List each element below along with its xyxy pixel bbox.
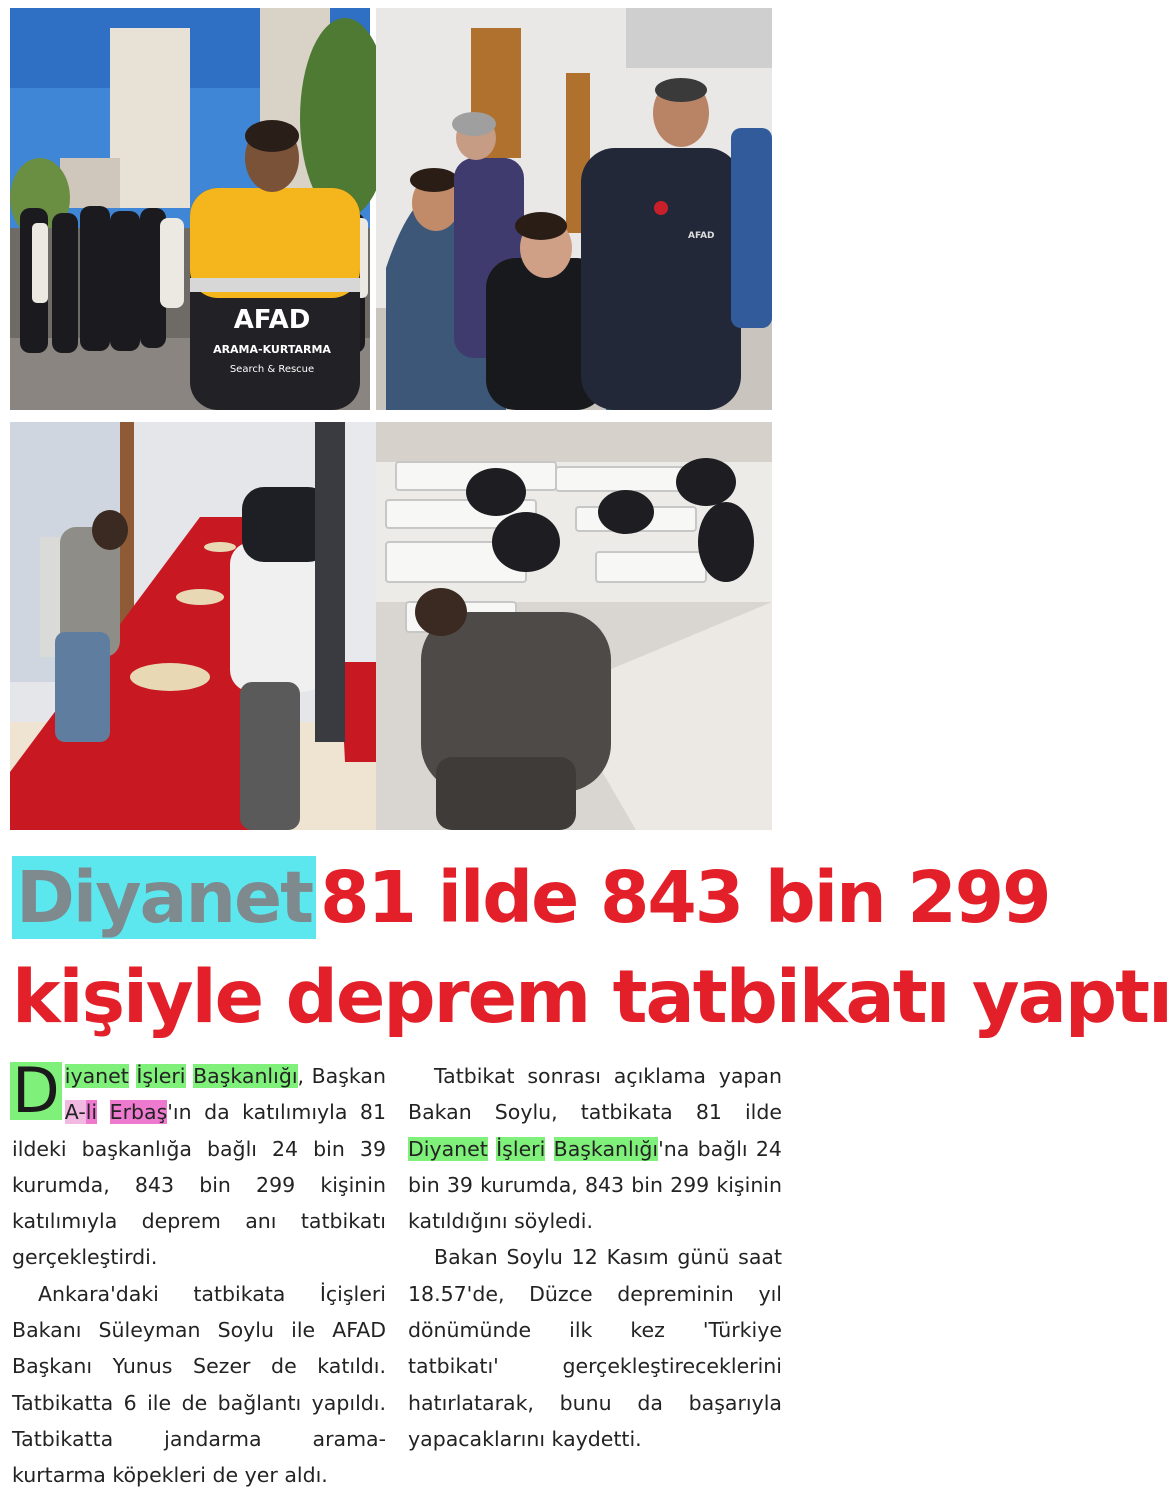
highlight-term: Başkanlığı bbox=[193, 1064, 298, 1088]
photo-corridor-red-carpet bbox=[10, 422, 406, 830]
article-left-column bbox=[12, 1054, 386, 1494]
highlight-term: İşleri bbox=[496, 1136, 546, 1161]
text-run: 'ın da katılımıyla 81 ildeki başkanlığa bağlı 24 bin 39 kurumda, 843 bin 299 kişinin katılımıyla deprem anı tatbikatı gerçekleştirdi. bbox=[12, 1100, 386, 1270]
headline-line-2: kişiyle deprem tatbikatı yaptı bbox=[12, 955, 1171, 1040]
photo-classroom-drill bbox=[376, 422, 772, 830]
article-paragraph: Ankara'daki tatbikata İçişleri Bakanı Süleyman Soylu ile AFAD Başkanı Yunus Sezer de katıldı. Tatbikatta 6 ile de bağlantı yapıldı. Tatbikatta jandarma arama- kurtarma köpekleri de yer aldı. bbox=[12, 1281, 386, 1488]
text-run bbox=[488, 1137, 496, 1161]
article-paragraph: Bakan Soylu 12 Kasım günü saat 18.57'de, Düzce depreminin yıl dönümünde ilk kez 'Türkiye tatbikatı' gerçekleştireceklerini hatırlatarak, bunu da başarıyla yapacaklarını kaydetti. bbox=[408, 1245, 782, 1451]
headline-line-1-rest: 81 ilde 843 bin 299 bbox=[320, 856, 1050, 939]
article-right-column bbox=[408, 1058, 782, 1457]
officer-badge-text: AFAD bbox=[688, 231, 715, 241]
vest-arama-text: ARAMA-KURTARMA bbox=[213, 343, 331, 356]
article-paragraph bbox=[12, 1054, 386, 1276]
highlight-term: İşleri bbox=[136, 1064, 186, 1088]
article-paragraph bbox=[408, 1058, 782, 1239]
text-run: Tatbikat sonrası açıklama yapan Bakan Soylu, tatbikata 81 ilde bbox=[408, 1064, 782, 1125]
text-run bbox=[97, 1100, 110, 1124]
highlight-term: A- bbox=[64, 1100, 86, 1125]
highlight-term: Erbaş bbox=[109, 1100, 168, 1125]
highlight-term: Diyanet bbox=[408, 1136, 488, 1161]
highlight-term: li bbox=[85, 1100, 98, 1125]
highlight-term: iyanet bbox=[64, 1064, 129, 1088]
text-run bbox=[186, 1064, 194, 1088]
vest-afad-text: AFAD bbox=[233, 305, 311, 335]
vest-search-text: Search & Rescue bbox=[229, 364, 315, 375]
text-run bbox=[545, 1137, 553, 1161]
highlight-term: Başkanlığı bbox=[553, 1136, 659, 1161]
photo-evacuation-hallway bbox=[376, 8, 772, 410]
photo-afad-rescuer bbox=[10, 8, 370, 410]
text-run: 'na bağlı 24 bin 39 kurumda, 843 bin 299 kişinin katıldığını söyledi. bbox=[408, 1136, 782, 1234]
headline-line-1 bbox=[12, 850, 1050, 946]
headline-kicker: Diyanet bbox=[12, 856, 316, 939]
drop-cap: D bbox=[12, 1054, 60, 1127]
text-run: , Başkan bbox=[297, 1064, 386, 1088]
